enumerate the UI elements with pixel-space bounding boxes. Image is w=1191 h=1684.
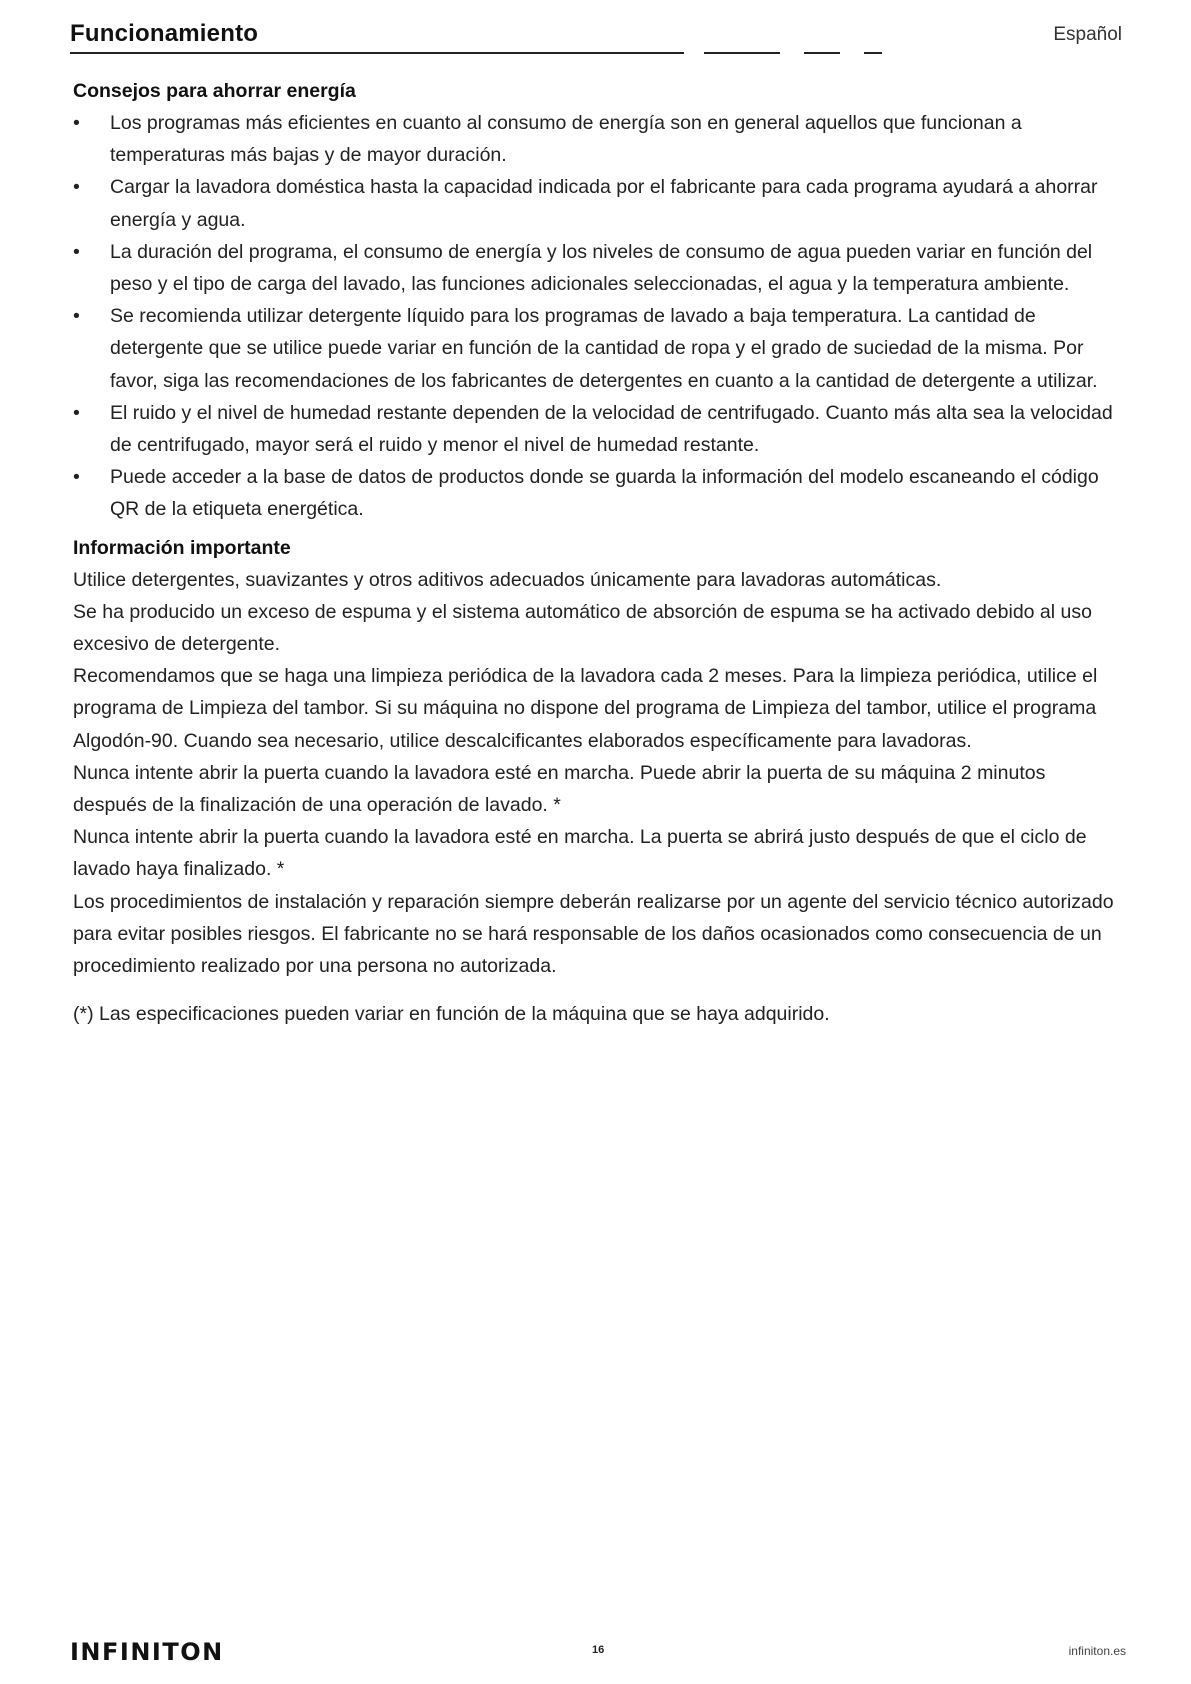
header-rule bbox=[804, 52, 840, 54]
paragraph: Los procedimientos de instalación y reparación siempre deberán realizarse por un agente del servicio técnico autorizado para evitar posibles riesgos. El fabricante no se hará responsable de los daños ocasionados como consecuencia de un procedimiento realizado por una persona no autorizada. bbox=[73, 890, 1114, 978]
bullet: • bbox=[73, 240, 80, 263]
energy-tips-heading: Consejos para ahorrar energía bbox=[73, 80, 356, 102]
page-number: 16 bbox=[592, 1644, 605, 1656]
list-item bbox=[73, 461, 1123, 525]
bullet: • bbox=[73, 112, 80, 134]
list-item bbox=[73, 397, 1123, 461]
list-item-text: Cargar la lavadora doméstica hasta la capacidad indicada por el fabricante para cada programa ayudará a ahorrar energía y agua. bbox=[110, 176, 1098, 231]
bullet: • bbox=[73, 176, 80, 199]
website-label: infiniton.es bbox=[1068, 1644, 1126, 1658]
bullet: • bbox=[73, 466, 80, 489]
page-footer bbox=[70, 1638, 1126, 1668]
energy-tips-list bbox=[73, 107, 1123, 526]
bullet: • bbox=[73, 401, 80, 424]
page-header bbox=[70, 20, 1122, 60]
list-item bbox=[73, 171, 1123, 235]
list-item-text: Puede acceder a la base de datos de productos donde se guarda la información del modelo escaneando el código QR de la etiqueta energética. bbox=[110, 466, 1099, 521]
header-rule bbox=[864, 52, 882, 54]
paragraph: Recomendamos que se haga una limpieza periódica de la lavadora cada 2 meses. Para la limpieza periódica, utilice el programa de Limpieza del tambor. Si su máquina no dispone del programa de Limpieza del tambor, utilice el programa Algodón-90. Cuando sea necesario, utilice descalcificantes elaborados específicamente para lavadoras. bbox=[73, 665, 1098, 752]
paragraph: Nunca intente abrir la puerta cuando la lavadora esté en marcha. La puerta se abrirá justo después de que el ciclo de lavado haya finalizado. * bbox=[73, 826, 1087, 881]
list-item bbox=[73, 300, 1123, 397]
list-item bbox=[73, 107, 1123, 171]
page-content bbox=[73, 75, 1123, 1030]
important-info-heading: Información importante bbox=[73, 536, 291, 559]
section-title: Funcionamiento bbox=[70, 20, 259, 47]
header-rule bbox=[70, 52, 684, 54]
bullet: • bbox=[73, 305, 80, 328]
list-item-text: Se recomienda utilizar detergente líquido para los programas de lavado a baja temperatura. La cantidad de detergente que se utilice puede variar en función de la cantidad de ropa y el grado de suciedad de la misma. Por favor, siga las recomendaciones de los fabricantes de detergentes en cuanto a la cantidad de detergente a utilizar. bbox=[110, 305, 1098, 392]
brand-logo: INFINITON bbox=[70, 1638, 224, 1666]
language-label: Español bbox=[1053, 24, 1122, 45]
list-item-text: El ruido y el nivel de humedad restante dependen de la velocidad de centrifugado. Cuanto más alta sea la velocidad de centrifugado, mayor será el ruido y menor el nivel de humedad restante. bbox=[110, 401, 1113, 457]
list-item-text: La duración del programa, el consumo de energía y los niveles de consumo de agua pueden variar en función del peso y el tipo de carga del lavado, las funciones adicionales seleccionadas, el agua y la temperatura ambiente. bbox=[110, 240, 1093, 296]
list-item-text: Los programas más eficientes en cuanto al consumo de energía son en general aquellos que funcionan a temperaturas más bajas y de mayor duración. bbox=[110, 112, 1022, 167]
footnote: (*) Las especificaciones pueden variar en función de la máquina que se haya adquirido. bbox=[73, 1003, 830, 1026]
header-rule bbox=[704, 52, 780, 54]
paragraph: Utilice detergentes, suavizantes y otros aditivos adecuados únicamente para lavadoras automáticas. bbox=[73, 568, 942, 591]
paragraph: Se ha producido un exceso de espuma y el sistema automático de absorción de espuma se ha activado debido al uso excesivo de detergente. bbox=[73, 600, 1092, 656]
list-item bbox=[73, 236, 1123, 300]
paragraph: Nunca intente abrir la puerta cuando la lavadora esté en marcha. Puede abrir la puerta de su máquina 2 minutos después de la finalización de una operación de lavado. * bbox=[73, 761, 1046, 817]
